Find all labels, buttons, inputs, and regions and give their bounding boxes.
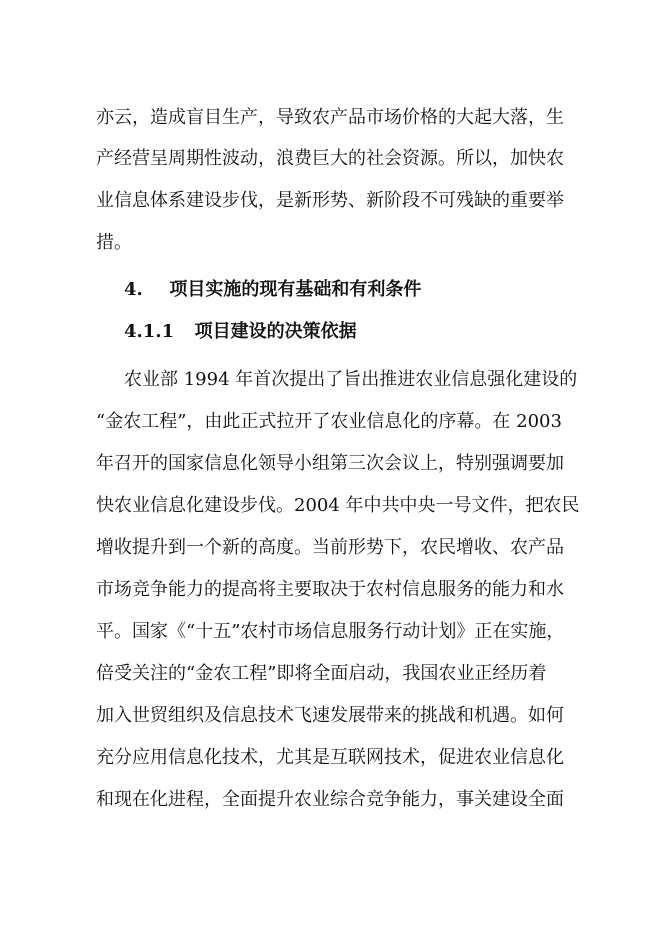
paragraph-line: 措。	[96, 232, 132, 253]
subsection-heading	[124, 320, 604, 344]
section-heading	[124, 278, 604, 302]
paragraph-line: 倍受关注的“金农工程”即将全面启动，我国农业正经历着	[96, 663, 547, 684]
paragraph-line: 平。国家《“十五”农村市场信息服务行动计划》正在实施，	[96, 621, 565, 642]
paragraph-line: 加入世贸组织及信息技术飞速发展带来的挑战和机遇。如何	[96, 705, 564, 726]
paragraph-line: 农业部 1994 年首次提出了旨出推进农业信息强化建设的	[124, 369, 578, 390]
paragraph-line: “金农工程”，由此正式拉开了农业信息化的序幕。在 2003	[96, 411, 562, 432]
subsection-title: 项目建设的决策依据	[194, 321, 357, 342]
section-number: 4.	[124, 279, 143, 300]
paragraph-line: 快农业信息化建设步伐。2004 年中共中央一号文件，把农民	[96, 495, 580, 516]
paragraph-line: 产经营呈周期性波动，浪费巨大的社会资源。所以，加快农	[96, 148, 564, 169]
section-title: 项目实施的现有基础和有利条件	[169, 279, 422, 300]
paragraph-line: 和现在化进程，全面提升农业综合竞争能力，事关建设全面	[96, 789, 564, 810]
paragraph-line: 年召开的国家信息化领导小组第三次会议上，特别强调要加	[96, 453, 564, 474]
paragraph-line: 市场竞争能力的提高将主要取决于农村信息服务的能力和水	[96, 579, 564, 600]
paragraph-line: 业信息体系建设步伐，是新形势、新阶段不可残缺的重要举	[96, 190, 564, 211]
paragraph-line: 充分应用信息化技术，尤其是互联网技术，促进农业信息化	[96, 747, 564, 768]
subsection-number: 4.1.1	[124, 321, 175, 342]
paragraph-line: 亦云，造成盲目生产，导致农产品市场价格的大起大落，生	[96, 107, 564, 128]
paragraph-line: 增收提升到一个新的高度。当前形势下，农民增收、农产品	[96, 537, 564, 558]
